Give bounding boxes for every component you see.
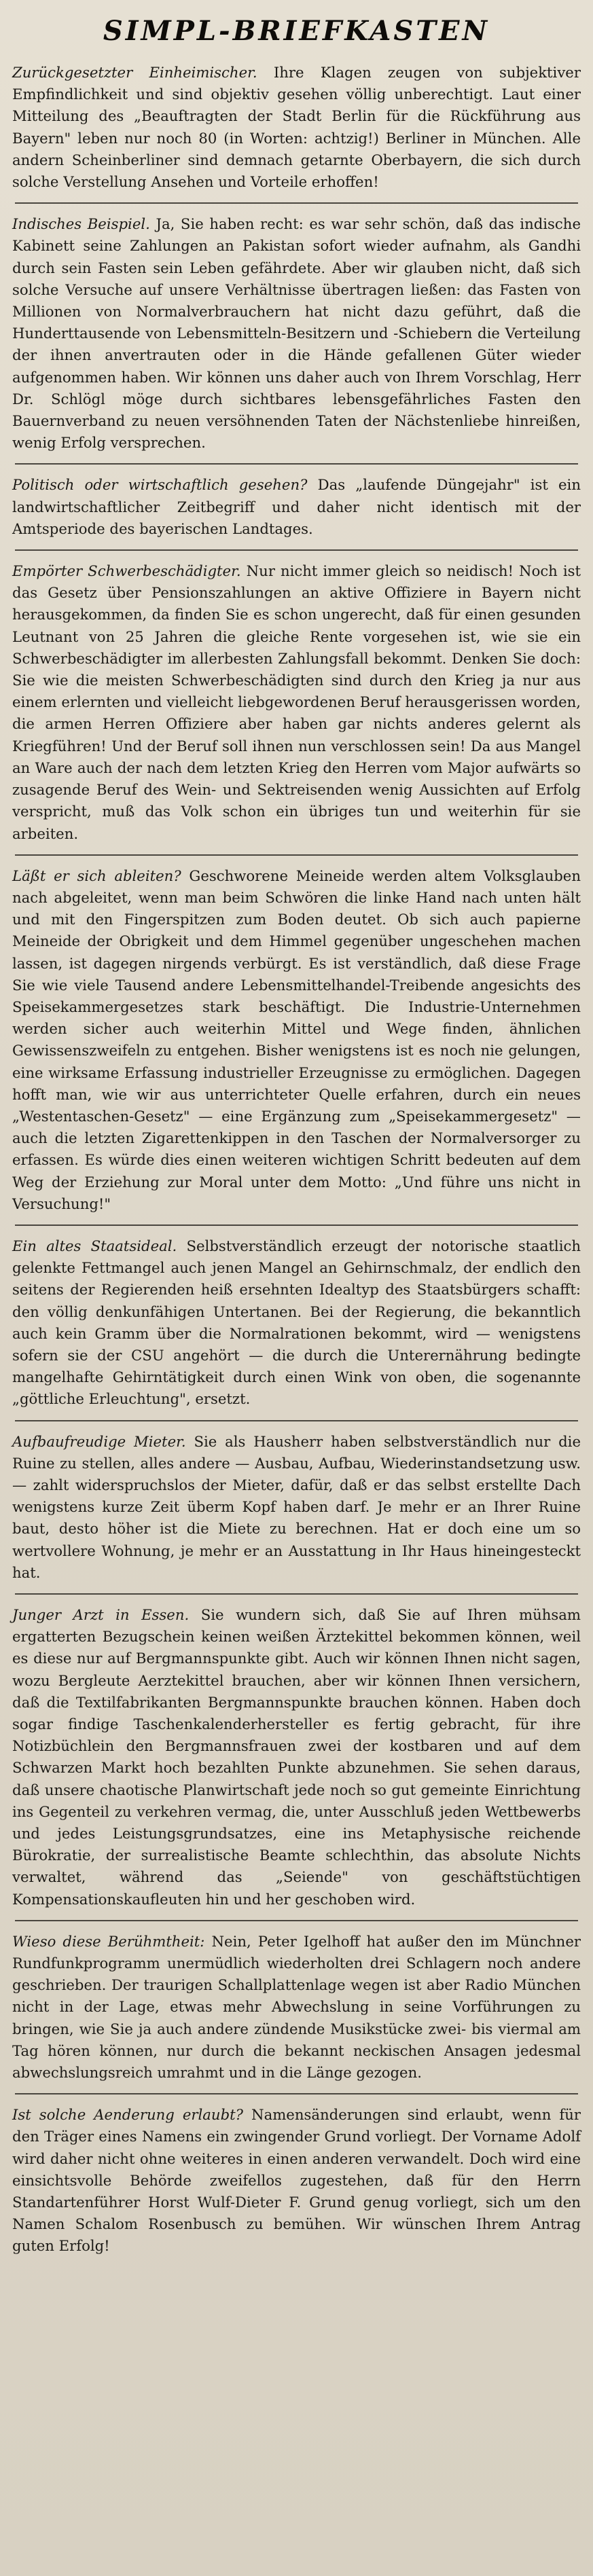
letter-heading: Zurückgesetzter Einheimischer. <box>12 64 257 81</box>
divider <box>15 1593 578 1595</box>
divider <box>15 1920 578 1921</box>
letter-body: Sie als Hausherr haben selbstverständlich nur die Ruine zu stellen, alles andere — Ausbau, Aufbau, Wiederinstandsetzung usw. — zahlt widerspruchslos der Mieter, dafür, daß er das selbst erstellte Dach wenigstens kurze Zeit überm Kopf haben darf. Je mehr er an Ihrer Ruine baut, desto höher ist die Miete zu berechnen. Hat er doch eine um so wertvollere Wohnung, je mehr er an Ausstattung in Ihr Haus hineingesteckt hat. <box>12 1432 581 1581</box>
divider <box>15 463 578 465</box>
letter-body: Geschworene Meineide werden altem Volksglauben nach abgeleitet, wenn man beim Schwören die linke Hand nach unten hält und mit den Fingerspitzen zum Boden deutet. Ob sich auch papierne Meineide der Obrigkeit und dem Himmel gegenüber ungeschehen machen lassen, ist dagegen nirgends verbürgt. Es ist verständlich, daß diese Frage Sie wie viele Tausend andere Lebensmittelhandel-Treibende angesichts des Speisekammergesetzes stark beschäftigt. Die Industrie-Unternehmen werden sicher auch weiterhin Mittel und Wege finden, ähnlichen Gewissenszweifeln zu entgehen. Bisher wenigstens ist es noch nie gelungen, eine wirksame Erfassung industrieller Erzeugnisse zu ermöglichen. Dagegen hofft man, wie wir aus unterrichteter Quelle erfahren, durch ein neues „Westentaschen-Gesetz" — eine Ergänzung zum „Speisekammergesetz" — auch die letzten Zigarettenkippen in den Taschen der Normalversorger zu erfassen. Es würde dies einen weiteren wichtigen Schritt bedeuten auf dem Weg der Erziehung zur Moral unter dem Motto: „Und führe uns nicht in Versuchung!" <box>12 867 581 1212</box>
letter-reply <box>12 62 581 193</box>
divider <box>15 2093 578 2094</box>
letter-body: Das „laufende Düngejahr" ist ein landwirtschaftlicher Zeitbegriff und daher nicht identisch mit der Amtsperiode des bayerischen Landtages. <box>12 476 581 537</box>
letter-reply <box>12 2104 581 2257</box>
letter-body: Selbstverständlich erzeugt der notorische staatlich gelenkte Fettmangel auch jenen Mangel an Gehirnschmalz, der endlich den seitens der Regierenden heiß ersehnten Idealtyp des Staatsbürgers schafft: den völlig denkunfähigen Untertanen. Bei der Regierung, die bekanntlich auch kein Gramm über die Normalrationen bekommt, wird — wenigstens sofern sie der CSU angehört — die durch die Unterernährung bedingte mangelhafte Gehirntätigkeit durch einen Wink von oben, die sogenannte „göttliche Erleuchtung", ersetzt. <box>12 1237 581 1408</box>
column-masthead: SIMPL-BRIEFKASTEN <box>103 15 490 47</box>
letter-body: Nein, Peter Igelhoff hat außer den im Münchner Rundfunkprogramm unermüdlich wiederholten drei Schlagern noch andere geschrieben. Der traurigen Schallplattenlage wegen ist aber Radio München nicht in der Lage, etwas mehr Abwechslung in seine Vorführungen zu bringen, wie Sie ja auch andere zündende Musikstücke zwei- bis viermal am Tag hören können, nur durch die bekannt neckischen Ansagen jedesmal abwechslungsreich umrahmt und in die Länge gezogen. <box>12 1932 581 2082</box>
letter-reply <box>12 865 581 1215</box>
letter-body: Ja, Sie haben recht: es war sehr schön, daß das indische Kabinett seine Zahlungen an Pakistan sofort wieder aufnahm, als Gandhi durch sein Fasten sein Leben gefährdete. Aber wir glauben nicht, daß sich solche Versuche auf unsere Verhältnisse übertragen ließen: das Fasten von Millionen von Normalverbrauchern hat nicht dazu geführt, daß die Hunderttausende von Lebensmitteln-Besitzern und -Schiebern die Verteilung der ihnen anvertrauten oder in die Hände gefallenen Güter wieder aufgenommen haben. Wir können uns daher auch von Ihrem Vorschlag, Herr Dr. Schlögl möge durch sichtbares lebensgefährliches Fasten den Bauernverband zu neuen versöhnenden Taten der Nächstenliebe hinreißen, wenig Erfolg versprechen. <box>12 215 581 452</box>
letter-heading: Indisches Beispiel. <box>12 215 150 233</box>
letter-reply <box>12 1235 581 1411</box>
letter-heading: Ist solche Aenderung erlaubt? <box>12 2106 244 2124</box>
letter-body: Ihre Klagen zeugen von subjektiver Empfindlichkeit und sind objektiv gesehen völlig unberechtigt. Laut einer Mitteilung des „Beauftragten der Stadt Berlin für die Rückführung aus Bayern" leben nur noch 80 (in Worten: achtzig!) Berliner in München. Alle andern Scheinberliner sind demnach getarnte Oberbayern, die sich durch solche Verstellung Ansehen und Vorteile erhoffen! <box>12 64 581 191</box>
letter-heading: Wieso diese Berühmtheit: <box>12 1932 205 1950</box>
letter-heading: Junger Arzt in Essen. <box>12 1606 190 1623</box>
letter-reply <box>12 1604 581 1910</box>
letter-body: Sie wundern sich, daß Sie auf Ihren mühsam ergatterten Bezugschein keinen weißen Ärztekittel bekommen können, weil es diese nur auf Bergmannspunkte gibt. Auch wir können Ihnen nicht sagen, wozu Bergleute Aerztekittel brauchen, aber wir können Ihnen versichern, daß die Textilfabrikanten Bergmannspunkte brauchen können. Haben doch sogar findige Taschenkalenderhersteller es fertig gebracht, für ihre Notizbüchlein den Bergmannsfrauen zwei der kostbaren und auf dem Schwarzen Markt hoch bezahlten Punkte abzunehmen. Sie sehen daraus, daß unsere chaotische Planwirtschaft jede noch so gut gemeinte Einrichtung ins Gegenteil zu verkehren vermag, die, unter Ausschluß jeden Wettbewerbs und jedes Leistungsgrundsatzes, eine ins Metaphysische reichende Bürokratie, der surrealistische Beamte schlechthin, das absolute Nichts verwaltet, während das „Seiende" von geschäftstüchtigen Kompensationskaufleuten hin und her geschoben wird. <box>12 1606 581 1908</box>
letter-reply <box>12 560 581 845</box>
letter-body: Nur nicht immer gleich so neidisch! Noch ist das Gesetz über Pensionszahlungen an aktive Offiziere in Bayern nicht herausgekommen, da finden Sie es schon ungerecht, daß für einen gesunden Leutnant von 25 Jahren die gleiche Rente vorgesehen ist, wie sie ein Schwerbeschädigter im allerbesten Zahlungsfall bekommt. Denken Sie doch: Sie wie die meisten Schwerbeschädigten sind durch den Krieg ja nur aus einem erlernten und vielleicht liebgewordenen Beruf herausgerissen worden, die armen Herren Offiziere aber haben gar nichts anderes gelernt als Kriegführen! Und der Beruf soll ihnen nun verschlossen sein! Da aus Mangel an Ware auch der nach dem letzten Krieg den Herren vom Major aufwärts so zusagende Beruf des Wein- und Sektreisenden wenig Aussichten auf Erfolg verspricht, muß das Volk schon ein übriges tun und weiterhin für sie arbeiten. <box>12 562 581 842</box>
divider <box>15 1224 578 1226</box>
letter-reply <box>12 1931 581 2084</box>
divider <box>15 1420 578 1421</box>
letter-heading: Empörter Schwerbeschädigter. <box>12 562 241 580</box>
letter-heading: Aufbaufreudige Mieter. <box>12 1432 186 1450</box>
letter-body: Namensänderungen sind erlaubt, wenn für den Träger eines Namens ein zwingender Grund vorliegt. Der Vorname Adolf wird daher nicht ohne weiteres in einen anderen verwandelt. Doch wird eine einsichtsvolle Behörde zweifellos zugestehen, daß für den Herrn Standartenführer Horst Wulf-Dieter F. Grund genug vorliegt, sich um den Namen Schalom Rosenbusch zu bemühen. Wir wünschen Ihrem Antrag guten Erfolg! <box>12 2106 581 2255</box>
letter-heading: Politisch oder wirtschaftlich gesehen? <box>12 476 308 494</box>
divider <box>15 202 578 204</box>
letter-heading: Läßt er sich ableiten? <box>12 867 181 884</box>
letter-reply <box>12 1431 581 1584</box>
letter-heading: Ein altes Staatsideal. <box>12 1237 177 1254</box>
letter-reply <box>12 474 581 540</box>
divider <box>15 549 578 551</box>
divider <box>15 854 578 856</box>
letter-reply <box>12 213 581 454</box>
